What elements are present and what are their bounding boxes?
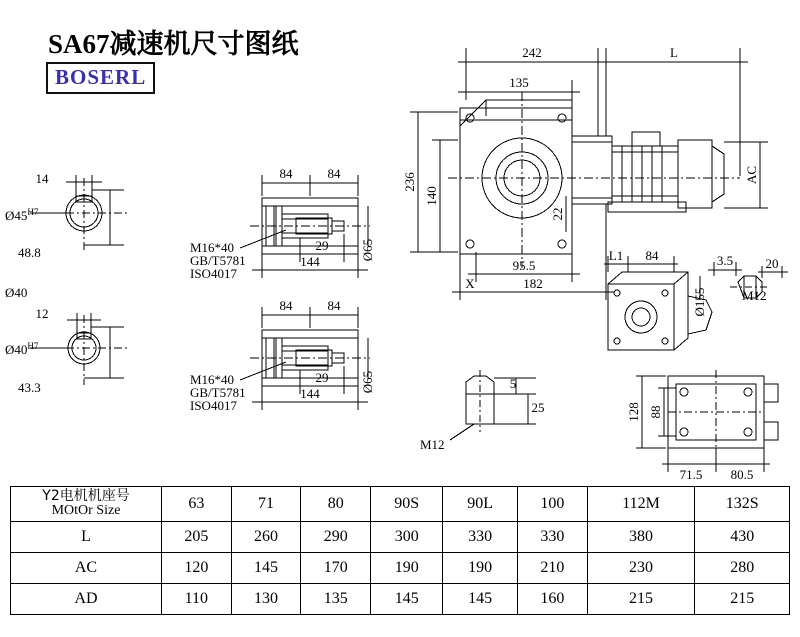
dimension-table [10, 486, 790, 615]
dim-AC: AC [744, 165, 759, 185]
dim-M12-right: M12 [742, 288, 767, 303]
cell: 190 [443, 553, 518, 584]
dim-95-5: 95.5 [512, 258, 536, 273]
dim-144-a: 144 [300, 254, 320, 269]
note-bolt-a-2: GB/T5781 [190, 253, 246, 268]
dim-43-3: 43.3 [18, 380, 41, 395]
dim-242: 242 [522, 45, 542, 60]
dim-o45h7: $Ø45^{H7}$ [5, 207, 39, 223]
dim-o40: Ø40 [5, 285, 28, 300]
cell: 80 [301, 487, 371, 522]
dim-22: 22 [550, 207, 565, 221]
cell: 132S [695, 487, 790, 522]
cell: 330 [517, 522, 587, 553]
dim-29-a: 29 [315, 238, 329, 253]
cell: 170 [301, 553, 371, 584]
cell: 215 [587, 584, 695, 615]
cell: 380 [587, 522, 695, 553]
dim-236: 236 [402, 172, 417, 192]
cell: 90L [443, 487, 518, 522]
dim-14: 14 [35, 171, 49, 186]
dim-3-5: 3.5 [716, 253, 734, 268]
cell: 300 [371, 522, 443, 553]
dim-84-b2: 84 [327, 298, 341, 313]
dim-144-b: 144 [300, 386, 320, 401]
cell: 280 [695, 553, 790, 584]
dim-29-b: 29 [315, 370, 329, 385]
cell: 71 [231, 487, 301, 522]
cell: 145 [371, 584, 443, 615]
note-bolt-a-3: ISO4017 [190, 266, 237, 281]
note-bolt-b-3: ISO4017 [190, 398, 237, 413]
cell: 160 [517, 584, 587, 615]
page-title: SA67减速机尺寸图纸 [48, 29, 299, 59]
table-body [11, 487, 790, 615]
cell: 215 [695, 584, 790, 615]
dim-88: 88 [648, 405, 663, 419]
dim-48-8: 48.8 [18, 245, 41, 260]
note-bolt-b-2: GB/T5781 [190, 385, 246, 400]
row-header: AC [11, 553, 162, 584]
dim-o65-b: Ø65 [360, 370, 375, 394]
cell: 430 [695, 522, 790, 553]
cell: 112M [587, 487, 695, 522]
cell: 205 [162, 522, 232, 553]
cell: 210 [517, 553, 587, 584]
cell: 110 [162, 584, 232, 615]
cell: 130 [231, 584, 301, 615]
note-bolt-a-1: M16*40 [190, 240, 235, 255]
dim-84-a1: 84 [279, 166, 293, 181]
dim-128: 128 [626, 402, 641, 422]
dim-84-right: 84 [645, 248, 659, 263]
cell: 260 [231, 522, 301, 553]
dim-o155: Ø155 [692, 287, 707, 317]
dim-71-5: 71.5 [679, 467, 703, 482]
dim-84-b1: 84 [279, 298, 293, 313]
dim-L: L [670, 45, 678, 60]
cell: 135 [301, 584, 371, 615]
cell: 120 [162, 553, 232, 584]
cell: 63 [162, 487, 232, 522]
cell: 290 [301, 522, 371, 553]
dim-5: 5 [509, 376, 517, 391]
dim-135: 135 [509, 75, 529, 90]
dim-M12-bottom: M12 [420, 437, 445, 452]
row-header: L [11, 522, 162, 553]
cell: 145 [443, 584, 518, 615]
row-header-line1: Y2电机机座号 [42, 488, 130, 505]
cell: 330 [443, 522, 518, 553]
table-row [11, 522, 790, 553]
row-header: AD [11, 584, 162, 615]
brand-logo-text: BOSERL [55, 65, 147, 89]
table-row [11, 553, 790, 584]
dim-20: 20 [765, 256, 779, 271]
dim-182: 182 [523, 276, 543, 291]
row-header-line2: MOtOr Size [51, 503, 121, 518]
dim-o65-a: Ø65 [360, 238, 375, 262]
cell: 90S [371, 487, 443, 522]
dim-12: 12 [35, 306, 49, 321]
dim-X: X [465, 276, 475, 291]
cell: 100 [517, 487, 587, 522]
cell: 230 [587, 553, 695, 584]
dim-o40h7: $Ø40^{H7}$ [5, 341, 39, 357]
dim-L1: L1 [608, 248, 624, 263]
cell: 190 [371, 553, 443, 584]
dim-84-a2: 84 [327, 166, 341, 181]
dim-25: 25 [531, 400, 545, 415]
table-row [11, 584, 790, 615]
dim-80-5: 80.5 [730, 467, 754, 482]
dim-140: 140 [424, 186, 439, 206]
cell: 145 [231, 553, 301, 584]
note-bolt-b-1: M16*40 [190, 372, 235, 387]
row-header [11, 487, 162, 522]
table-row [11, 487, 790, 522]
